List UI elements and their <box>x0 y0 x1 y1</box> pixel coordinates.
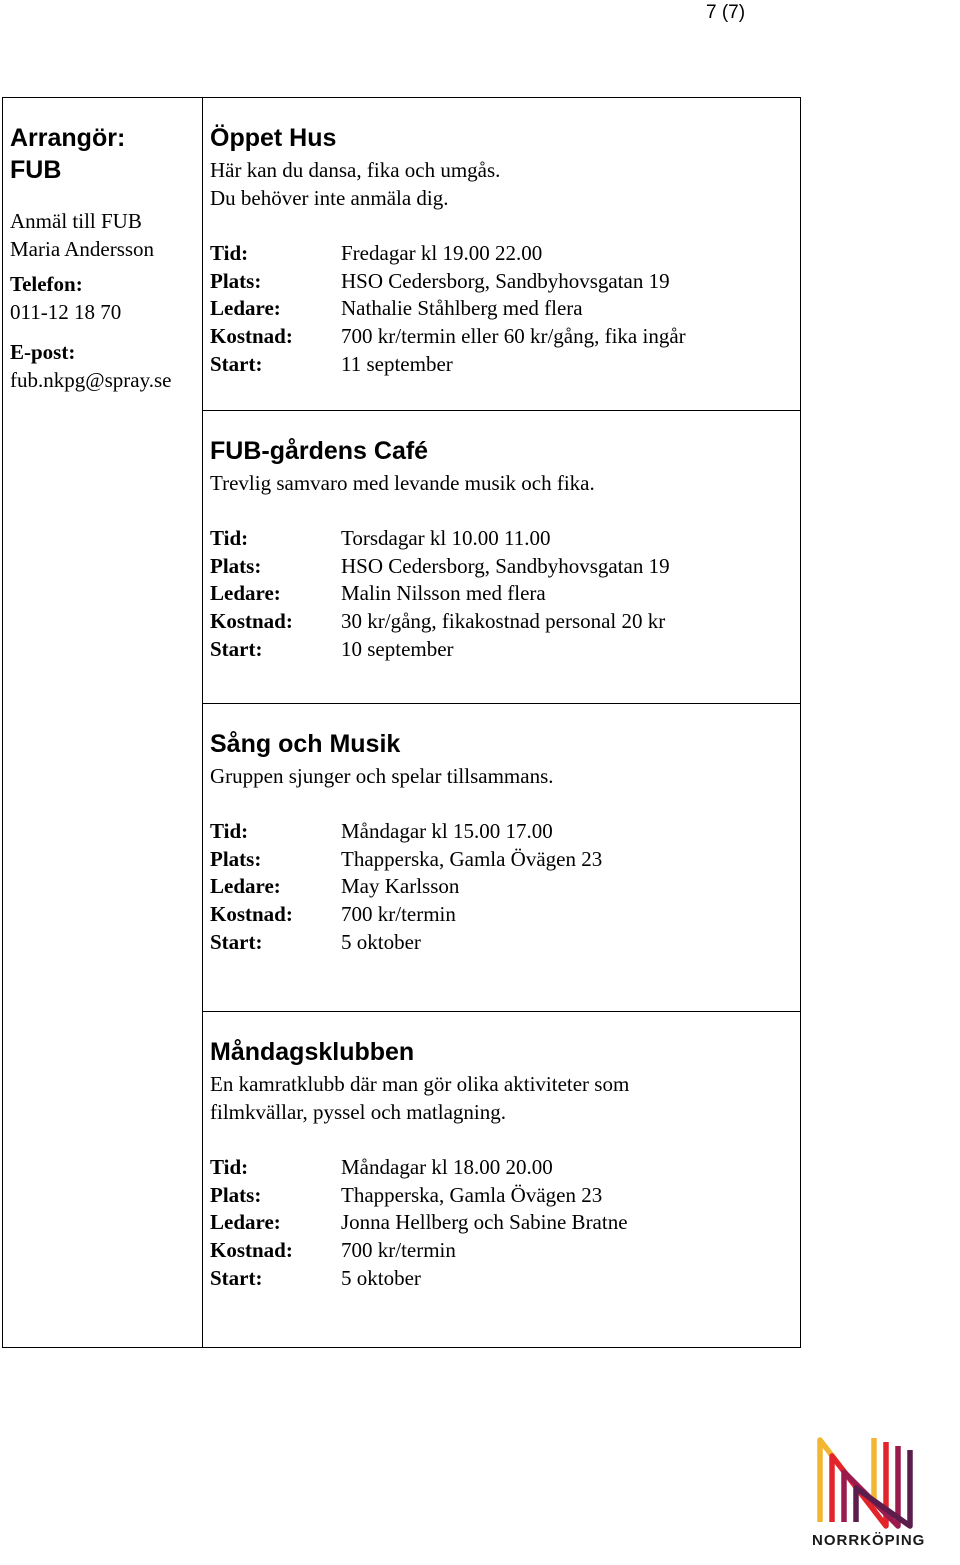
event-details <box>210 240 800 379</box>
event-cell-sang-och-musik <box>203 704 801 1012</box>
cost-value: 30 kr/gång, fikakostnad personal 20 kr <box>341 609 666 634</box>
place-value: Thapperska, Gamla Övägen 23 <box>341 846 603 871</box>
time-label: Tid: <box>210 526 249 550</box>
place-value: HSO Cedersborg, Sandbyhovsgatan 19 <box>341 268 670 293</box>
event-title: Måndagsklubben <box>210 1038 415 1066</box>
cost-value: 700 kr/termin <box>341 902 456 927</box>
start-label: Start: <box>210 351 263 376</box>
place-label: Plats: <box>210 268 262 293</box>
contact-name: Maria Andersson <box>10 237 155 261</box>
time-value: Torsdagar kl 10.00 11.00 <box>341 526 551 550</box>
start-value: 11 september <box>341 351 453 376</box>
time-value: Måndagar kl 18.00 20.00 <box>341 1155 553 1179</box>
time-label: Tid: <box>210 241 249 265</box>
cost-label: Kostnad: <box>210 324 293 349</box>
start-value: 5 oktober <box>341 1265 421 1290</box>
event-cell-fub-gardens-cafe <box>203 411 801 704</box>
organizer-cell <box>3 98 203 1348</box>
cost-label: Kostnad: <box>210 609 293 634</box>
event-description: Trevlig samvaro med levande musik och fika. <box>210 471 595 495</box>
time-value: Måndagar kl 15.00 17.00 <box>341 819 553 843</box>
organizer-title: Arrangör: FUB <box>10 124 126 184</box>
email-value: fub.nkpg@spray.se <box>10 368 172 392</box>
cost-label: Kostnad: <box>210 1238 293 1263</box>
event-description: Gruppen sjunger och spelar tillsammans. <box>210 764 554 788</box>
event-description: Här kan du dansa, fika och umgås. Du behöver inte anmäla dig. <box>210 158 501 210</box>
phone-label: Telefon: <box>10 272 83 296</box>
leader-value: May Karlsson <box>341 874 460 899</box>
leader-value: Malin Nilsson med flera <box>341 581 546 606</box>
event-title: Sång och Musik <box>210 730 401 758</box>
logo-text: NORRKÖPING <box>812 1532 926 1549</box>
start-label: Start: <box>210 1265 263 1290</box>
cost-value: 700 kr/termin eller 60 kr/gång, fika ingår <box>341 324 686 349</box>
event-details <box>210 525 800 664</box>
event-description: En kamratklubb där man gör olika aktiviteter som filmkvällar, pyssel och matlagning. <box>210 1072 630 1124</box>
start-label: Start: <box>210 929 263 954</box>
event-details <box>210 1154 800 1293</box>
event-title: Öppet Hus <box>210 124 337 152</box>
phone-value: 011-12 18 70 <box>10 300 122 324</box>
place-value: Thapperska, Gamla Övägen 23 <box>341 1182 603 1207</box>
norrkoping-logo-mark-icon <box>812 1430 922 1530</box>
place-value: HSO Cedersborg, Sandbyhovsgatan 19 <box>341 553 670 578</box>
leader-label: Ledare: <box>210 1210 281 1235</box>
leader-label: Ledare: <box>210 581 281 606</box>
event-cell-mandagsklubben <box>203 1012 801 1348</box>
event-details <box>210 818 800 957</box>
time-value: Fredagar kl 19.00 22.00 <box>341 241 543 265</box>
norrkoping-logo <box>812 1430 948 1549</box>
cost-label: Kostnad: <box>210 902 293 927</box>
page-number: 7 (7) <box>706 2 746 23</box>
activities-table <box>2 97 801 1348</box>
leader-value: Jonna Hellberg och Sabine Bratne <box>341 1210 628 1235</box>
place-label: Plats: <box>210 846 262 871</box>
leader-label: Ledare: <box>210 296 281 321</box>
place-label: Plats: <box>210 553 262 578</box>
start-value: 10 september <box>341 636 454 661</box>
signup-info: Anmäl till FUB <box>10 209 142 233</box>
start-label: Start: <box>210 636 263 661</box>
event-cell-oppet-hus <box>203 98 801 411</box>
place-label: Plats: <box>210 1182 262 1207</box>
leader-label: Ledare: <box>210 874 281 899</box>
event-title: FUB-gårdens Café <box>210 437 429 465</box>
cost-value: 700 kr/termin <box>341 1238 456 1263</box>
leader-value: Nathalie Ståhlberg med flera <box>341 296 583 321</box>
time-label: Tid: <box>210 1155 249 1179</box>
email-label: E-post: <box>10 340 76 364</box>
start-value: 5 oktober <box>341 929 421 954</box>
time-label: Tid: <box>210 819 249 843</box>
